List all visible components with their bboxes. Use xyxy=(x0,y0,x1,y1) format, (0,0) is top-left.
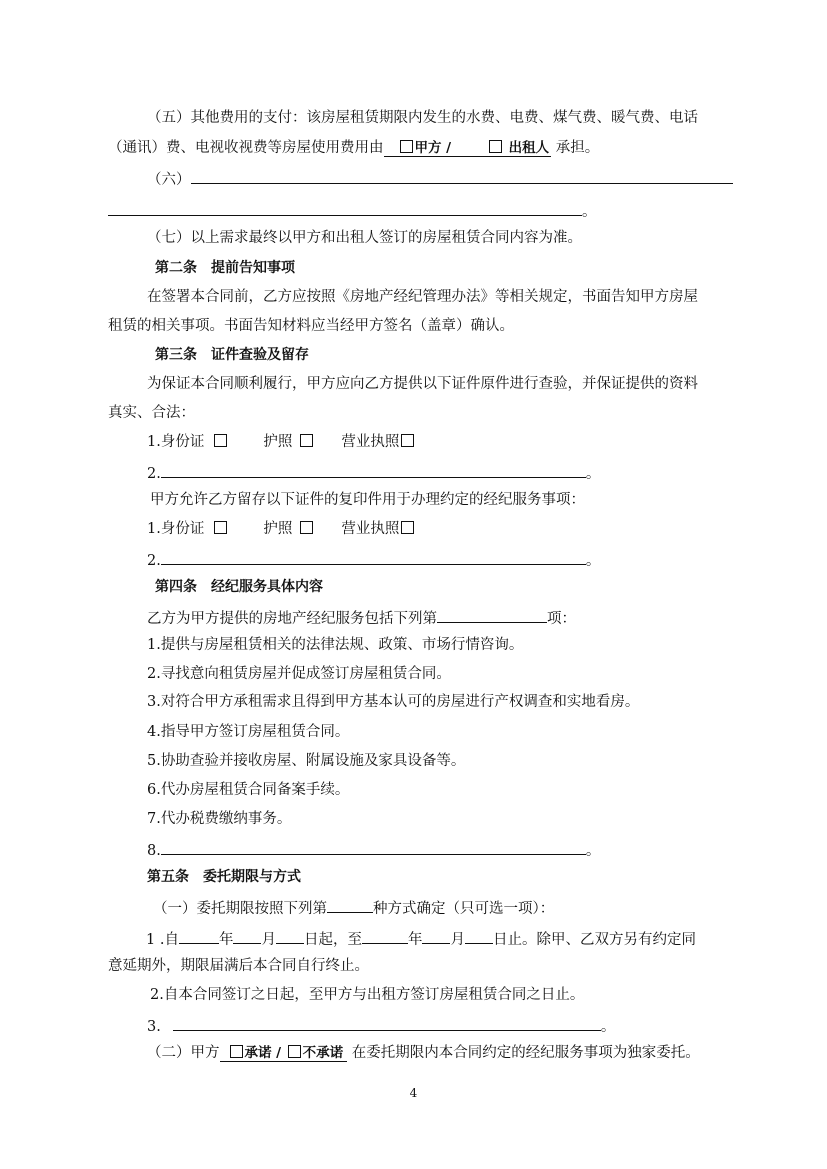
copy-docs-row xyxy=(147,519,416,539)
checkbox-party-a[interactable] xyxy=(400,140,413,153)
start-year-blank[interactable] xyxy=(179,927,219,944)
checkbox-id-card-copy[interactable] xyxy=(214,521,227,534)
article-4-intro-text: 乙方为甲方提供的房地产经纪服务包括下列第 xyxy=(147,611,437,627)
article-4-intro-end: 项： xyxy=(547,611,576,627)
license-label-2: 营业执照 xyxy=(341,521,400,537)
article-3-title: 第三条 证件查验及留存 xyxy=(155,347,309,363)
service-item: 1.提供与房屋租赁相关的法律法规、政策、市场行情咨询。 xyxy=(147,637,524,653)
exclusive-line xyxy=(147,1043,700,1063)
article-5-title: 第五条 委托期限与方式 xyxy=(147,869,301,885)
end-month-blank[interactable] xyxy=(422,927,450,944)
article-4-title: 第四条 经纪服务具体内容 xyxy=(155,579,323,595)
clause-7: （七）以上需求最终以甲方和出租人签订的房屋租赁合同内容为准。 xyxy=(147,230,582,246)
month-label-2: 月 xyxy=(450,932,465,948)
option-lessor: 出租人 xyxy=(508,140,550,156)
end-day-blank[interactable] xyxy=(465,927,493,944)
day-to-label: 日止。除甲、乙双方另有约定同 xyxy=(492,932,696,948)
checkbox-lessor[interactable] xyxy=(489,140,502,153)
clause-5-text: （通讯）费、电视收视费等房屋使用费用由 xyxy=(108,140,384,156)
checkbox-passport-copy[interactable] xyxy=(300,521,313,534)
passport-label: 护照 xyxy=(263,434,293,450)
checkbox-id-card[interactable] xyxy=(214,434,227,447)
term-intro-text: （一）委托期限按照下列第 xyxy=(153,901,327,917)
day-from-label: 日起，至 xyxy=(303,932,362,948)
original-docs-row xyxy=(147,432,416,452)
service-item: 5.协助查验并接收房屋、附属设施及家具设备等。 xyxy=(147,753,466,769)
option-3-label: 3. xyxy=(147,1019,161,1035)
copy-docs-blank[interactable] xyxy=(161,548,586,565)
original-docs-blank[interactable] xyxy=(161,461,586,478)
passport-label-2: 护照 xyxy=(263,521,293,537)
service-item: 3.对符合甲方承租需求且得到甲方基本认可的房屋进行产权调查和实地看房。 xyxy=(147,694,640,710)
clause-6-blank-2[interactable] xyxy=(108,199,582,216)
option-1-prefix: 1 .自 xyxy=(146,932,179,948)
article-3-line-2: 真实、合法： xyxy=(108,405,195,421)
clause-5-end: 承担。 xyxy=(555,140,600,156)
item-8-label: 8. xyxy=(147,843,161,859)
item-2-end: 。 xyxy=(585,466,601,482)
original-docs-other xyxy=(147,461,600,484)
month-label: 月 xyxy=(261,932,276,948)
term-option-1-cont: 意延期外，期限届满后本合同自行终止。 xyxy=(108,958,369,974)
term-method-blank[interactable] xyxy=(327,896,373,913)
term-option-2: 2.自本合同签订之日起，至甲方与出租方签订房屋租赁合同之日止。 xyxy=(150,987,585,1003)
term-intro-end: 种方式确定（只可选一项）： xyxy=(373,901,555,917)
service-item-8 xyxy=(147,838,600,861)
item-2-label: 2. xyxy=(147,466,161,482)
clause-6-label: （六） xyxy=(147,172,191,188)
copies-line: 甲方允许乙方留存以下证件的复印件用于办理约定的经纪服务事项： xyxy=(150,492,585,508)
option-party-a: 甲方 xyxy=(414,140,442,156)
checkbox-passport[interactable] xyxy=(300,434,313,447)
exclusive-text: 在委托期限内本合同约定的经纪服务事项为独家委托。 xyxy=(351,1045,700,1061)
item-2-label-copy: 2. xyxy=(147,553,161,569)
clause-6-line xyxy=(147,167,733,190)
checkbox-license[interactable] xyxy=(401,434,414,447)
checkbox-commit[interactable] xyxy=(230,1045,243,1058)
option-3-end: 。 xyxy=(600,1019,616,1035)
item-2-end-copy: 。 xyxy=(585,553,601,569)
id-card-label: 1.身份证 xyxy=(147,434,205,450)
start-day-blank[interactable] xyxy=(276,927,304,944)
clause-5-line-1: （五）其他费用的支付：该房屋租赁期限内发生的水费、电费、煤气费、暖气费、电话 xyxy=(147,110,698,126)
exclusive-options xyxy=(220,1045,348,1062)
article-3-line-1: 为保证本合同顺利履行，甲方应向乙方提供以下证件原件进行查验，并保证提供的资料 xyxy=(147,376,698,392)
cost-payer-options xyxy=(384,140,552,157)
option-no-commit: 不承诺 xyxy=(302,1045,344,1061)
service-item: 7.代办税费缴纳事务。 xyxy=(147,811,292,827)
id-card-label-2: 1.身份证 xyxy=(147,521,205,537)
checkbox-license-copy[interactable] xyxy=(401,521,414,534)
page-number: 4 xyxy=(409,1086,418,1100)
clause-6-end: 。 xyxy=(582,204,597,220)
article-2-line-1: 在签署本合同前，乙方应按照《房地产经纪管理办法》等相关规定，书面告知甲方房屋 xyxy=(147,289,698,305)
option-commit: 承诺 xyxy=(244,1045,272,1061)
term-option-1 xyxy=(146,927,696,950)
service-items-blank[interactable] xyxy=(437,606,547,623)
term-option-3-blank[interactable] xyxy=(173,1014,601,1031)
service-item: 6.代办房屋租赁合同备案手续。 xyxy=(147,782,350,798)
checkbox-no-commit[interactable] xyxy=(288,1045,301,1058)
license-label: 营业执照 xyxy=(341,434,400,450)
year-label: 年 xyxy=(218,932,234,948)
year-label-2: 年 xyxy=(407,932,423,948)
option-slash: / xyxy=(446,140,452,156)
item-8-end: 。 xyxy=(585,843,601,859)
article-4-intro xyxy=(147,606,576,629)
clause-6-blank[interactable] xyxy=(191,167,733,184)
service-item: 4.指导甲方签订房屋租赁合同。 xyxy=(147,724,350,740)
article-2-title: 第二条 提前告知事项 xyxy=(155,260,295,276)
service-item-8-blank[interactable] xyxy=(161,838,586,855)
end-year-blank[interactable] xyxy=(362,927,408,944)
option-slash-2: / xyxy=(276,1045,282,1061)
article-2-line-2: 租赁的相关事项。书面告知材料应当经甲方签名（盖章）确认。 xyxy=(108,318,514,334)
term-option-3 xyxy=(147,1014,615,1037)
clause-6-line-2 xyxy=(108,199,597,222)
clause-5-line-2 xyxy=(108,138,599,158)
service-item: 2.寻找意向租赁房屋并促成签订房屋租赁合同。 xyxy=(147,666,451,682)
term-intro xyxy=(153,896,554,919)
start-month-blank[interactable] xyxy=(233,927,261,944)
copy-docs-other xyxy=(147,548,600,571)
exclusive-prefix: （二）甲方 xyxy=(147,1045,220,1061)
